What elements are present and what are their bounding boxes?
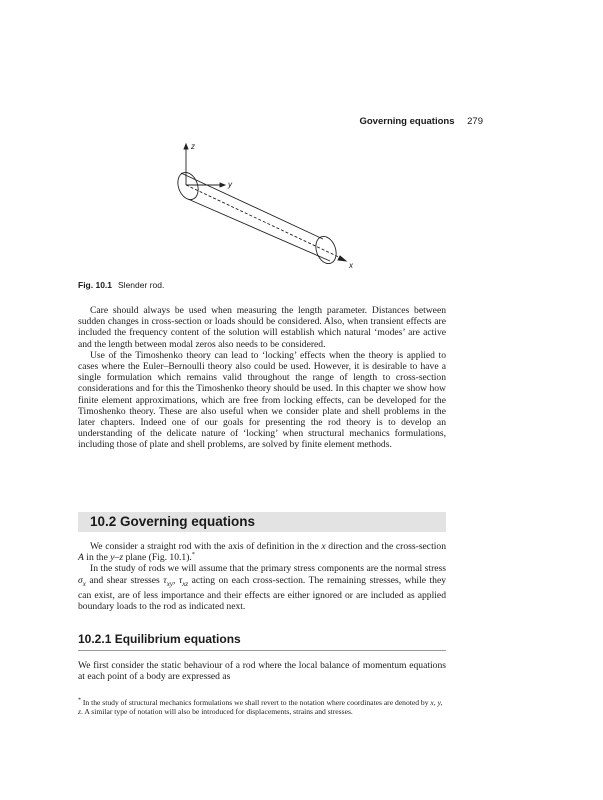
- slender-rod-figure: [160, 135, 365, 275]
- intro-paragraphs: [78, 305, 446, 451]
- text-run: plane (Fig. 10.1).: [123, 552, 192, 564]
- figure-caption-text: Slender rod.: [118, 280, 165, 290]
- rod-top-edge: [181, 173, 323, 239]
- math-subscript: xz: [182, 579, 189, 588]
- math-A: A: [78, 552, 84, 564]
- math-subscript: x: [82, 579, 86, 588]
- text-run: ,: [172, 574, 179, 586]
- running-head-title: Governing equations: [359, 116, 455, 127]
- footnote-marker: *: [191, 552, 195, 559]
- footnote-coords: x, y, z: [78, 698, 443, 717]
- x-axis-label: x: [349, 261, 353, 270]
- footnote-marker: *: [78, 697, 81, 704]
- paragraph: [78, 541, 446, 563]
- text-run: direction and the cross-section: [325, 541, 446, 552]
- text-run: In the study of rods we will assume that the primary stress components are the normal stress: [90, 563, 446, 575]
- footnote: [78, 698, 446, 717]
- paragraph: Use of the Timoshenko theory can lead to ‘locking’ effects when the theory is applied to cases where the Euler–Bernoulli theory also could be used. However, it is desirable to have a single formulation which remains valid throughout the range of length to cross-section considerations and for this the Timoshenko theory should be used. In this chapter we show how finite element approximations, which are free from locking effects, can be developed for the Timoshenko theory. These are also useful when we consider plate and shell problems in the later chapters. Indeed one of our goals for presenting the rod theory is to develop an understanding of the delicate nature of ‘locking’ when structural mechanics formulations, including those of plate and shell problems, are solved by finite element methods.: [78, 349, 446, 451]
- rod-front-end: [312, 234, 339, 267]
- math-subscript: xy: [166, 579, 173, 588]
- y-axis-arrowhead: [220, 183, 225, 187]
- rod-bottom-edge: [189, 200, 330, 262]
- math-tau: τ: [178, 574, 183, 586]
- y-axis-label: y: [228, 180, 232, 189]
- x-axis-centerline: [186, 185, 343, 259]
- paragraph: [78, 563, 446, 612]
- figure-caption-label: Fig. 10.1: [78, 280, 113, 290]
- text-run: We consider a straight rod with the axis of definition in the: [90, 541, 322, 552]
- slender-rod-diagram: [160, 135, 365, 275]
- math-x: x: [321, 541, 326, 552]
- page-number: 279: [467, 116, 483, 127]
- text-run: in the: [83, 552, 111, 564]
- footnote-text: . A similar type of notation will also be introduced for displacements, strains and stresses.: [80, 707, 353, 717]
- section-paragraphs: [78, 541, 446, 612]
- paragraph: Care should always be used when measuring the length parameter. Distances between sudden changes in cross-section or loads should be considered. Also, when transient effects are included the frequency content of the solution will establish which natural ‘modes’ are active and the length between modal zeros also needs to be considered.: [78, 305, 446, 350]
- z-axis-label: z: [191, 142, 195, 151]
- subsection-paragraphs: [78, 660, 446, 682]
- subsection-heading: 10.2.1 Equilibrium equations: [78, 632, 446, 651]
- math-tau: τ: [163, 574, 167, 586]
- math-plane: y–z: [110, 552, 124, 564]
- running-head: [78, 116, 483, 127]
- section-heading-text: 10.2 Governing equations: [90, 514, 256, 529]
- figure-caption: [78, 280, 164, 290]
- text-run: and shear stresses: [85, 574, 164, 586]
- paragraph: We first consider the static behaviour of a rod where the local balance of momentum equations at each point of a body are expressed as: [78, 660, 446, 683]
- section-heading: [78, 512, 446, 532]
- text-run: acting on each cross-section. The remaining stresses, while they can exist, are of less importance and their effects are either ignored or are included as applied boundary loads to the rod as indicated next.: [78, 574, 447, 612]
- math-sigma: σ: [78, 574, 83, 586]
- x-axis-arrowhead: [338, 256, 346, 261]
- footnote-text: In the study of structural mechanics formulations we shall revert to the notation where coordinates are denoted by: [81, 698, 431, 707]
- z-axis-arrowhead: [184, 144, 188, 149]
